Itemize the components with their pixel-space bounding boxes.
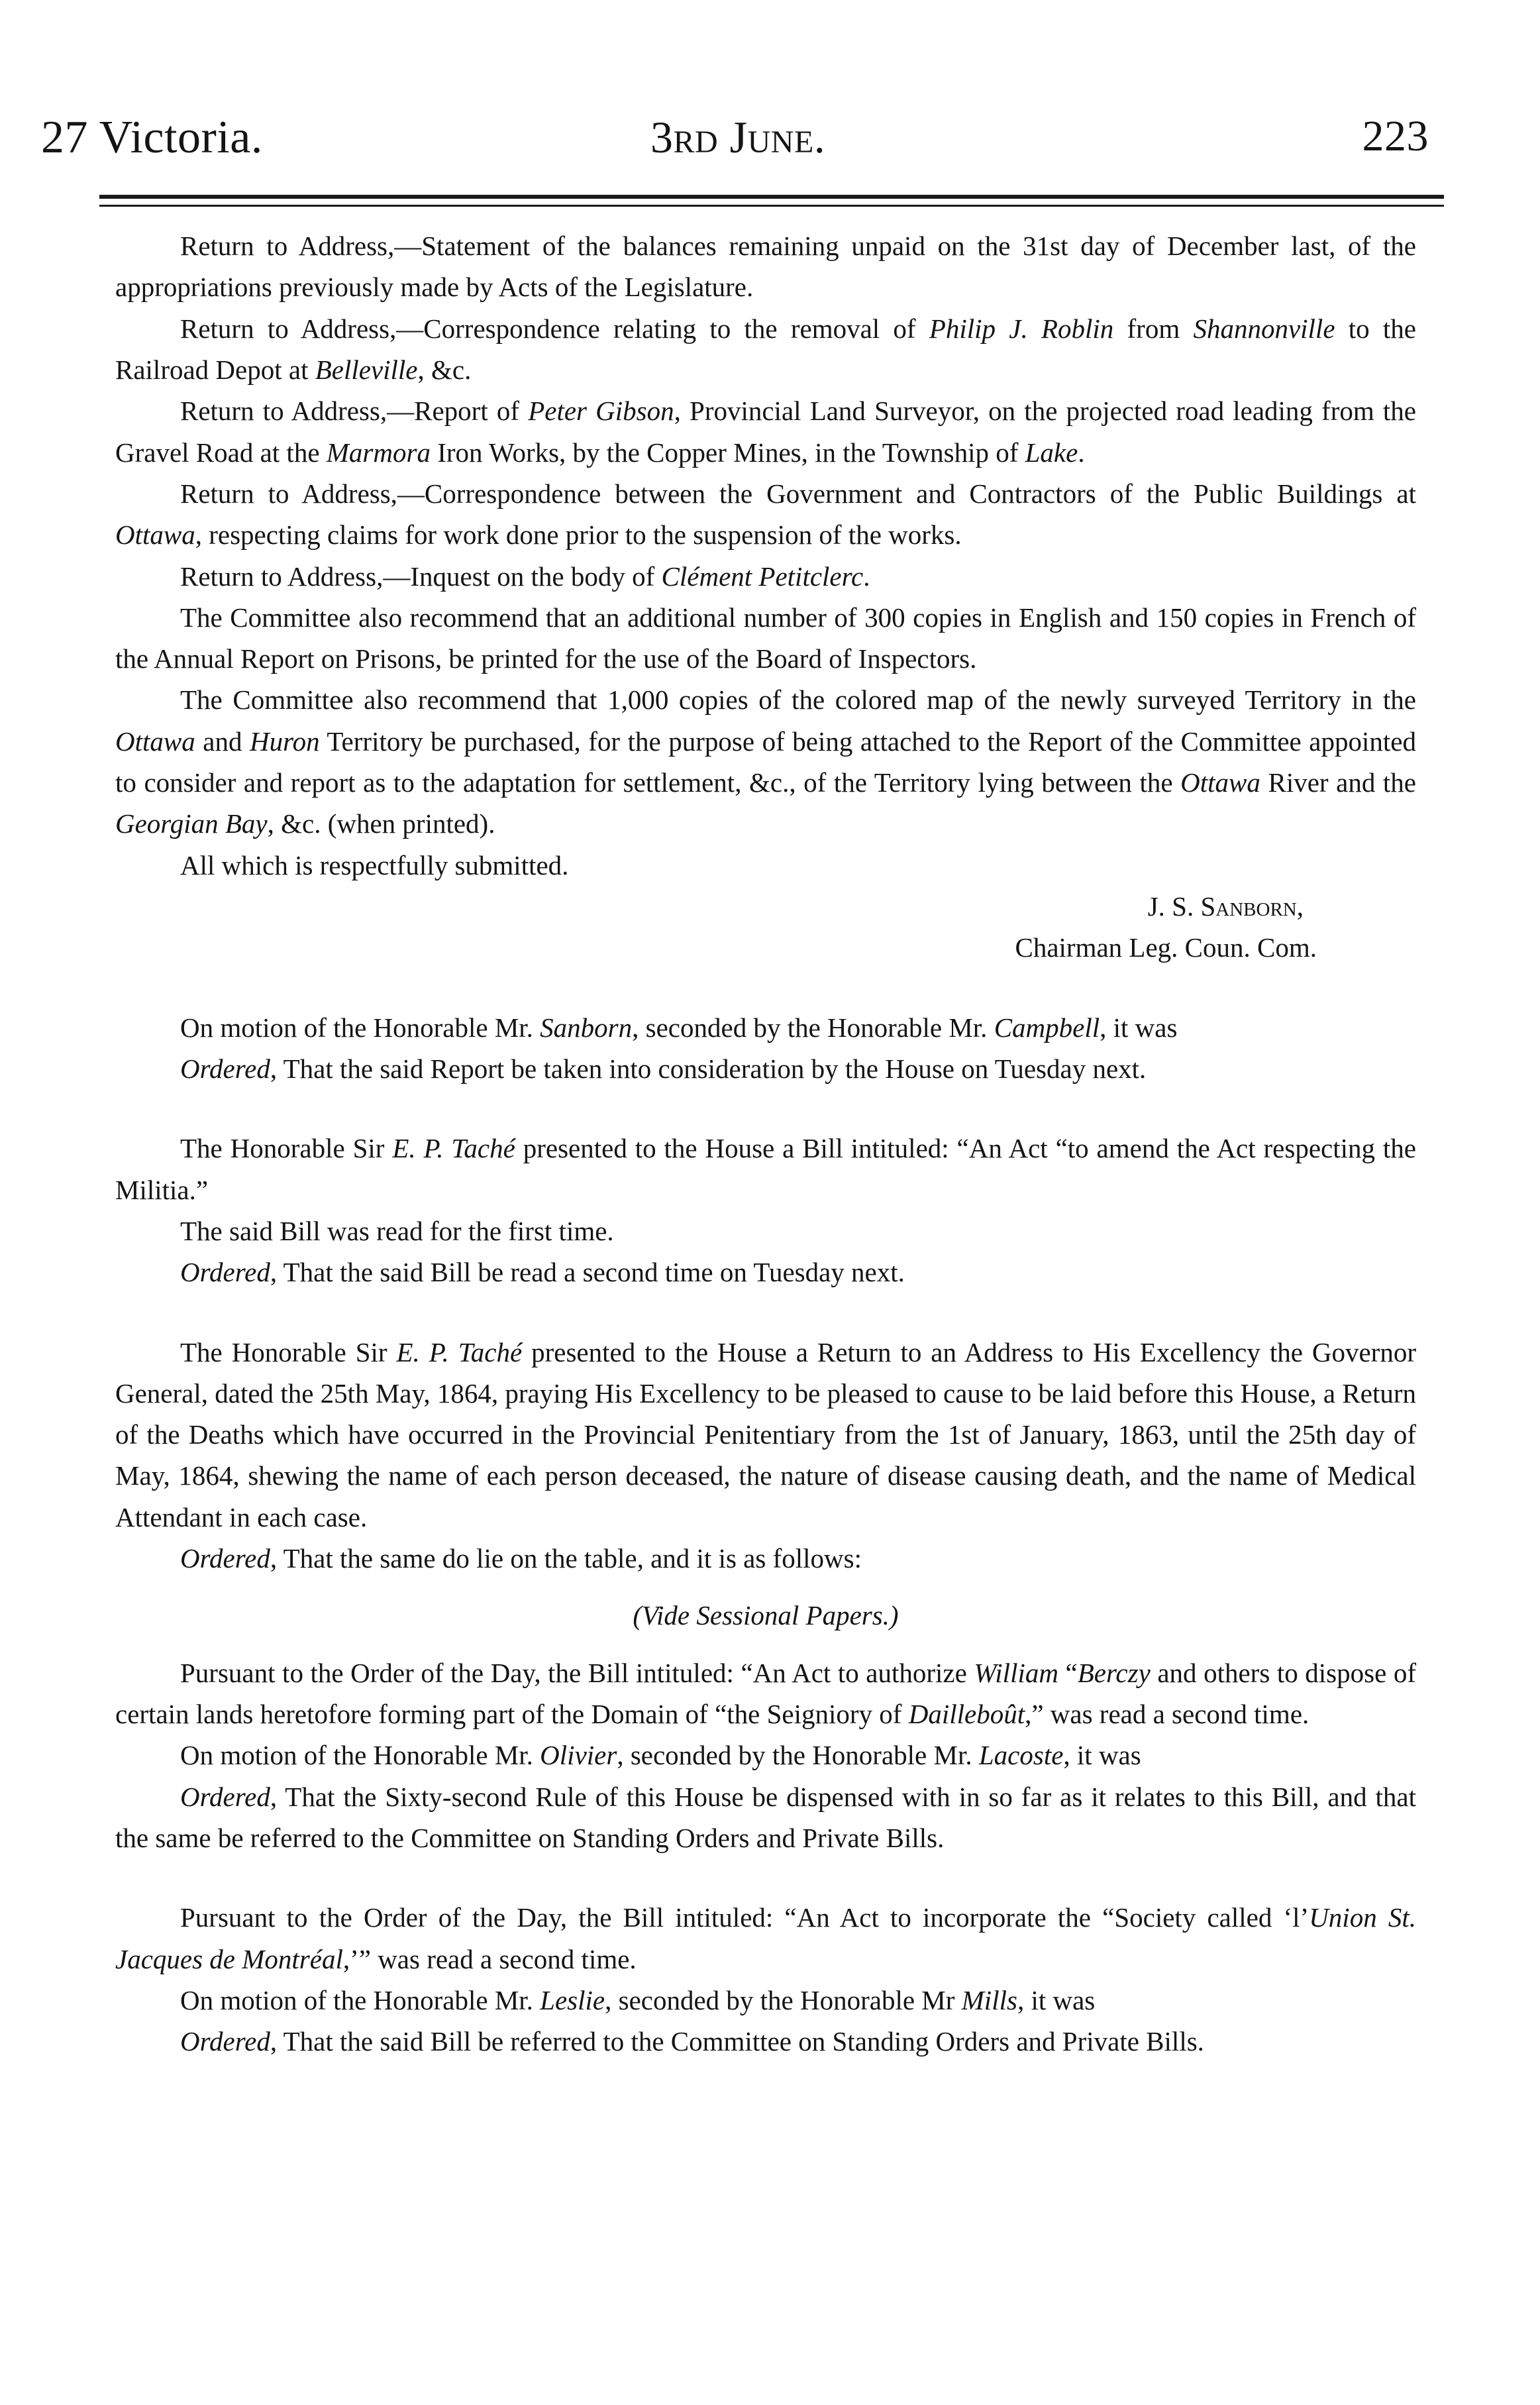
text-run: , seconded by the Honorable Mr. [632, 1012, 994, 1043]
text-run: Union St. Jacques de Montréal [115, 1902, 1416, 1974]
text-run: , it was [1063, 1740, 1141, 1771]
paragraph-tache-return [115, 1332, 1416, 1538]
paragraph-spacer [115, 1293, 1416, 1332]
text-run: Olivier [540, 1740, 617, 1771]
text-run: , it was [1100, 1012, 1178, 1043]
text-run: Ottawa [1180, 767, 1260, 798]
paragraph-spacer [115, 1636, 1416, 1652]
paragraph-motion-olivier [115, 1735, 1416, 1776]
page-number: 223 [1362, 112, 1429, 160]
text-run: . [863, 561, 870, 592]
text-run: , respecting claims for work done prior to the suspension of the works. [195, 519, 962, 551]
text-run: The Committee also recommend that 1,000 copies of the colored map of the newly surveyed Territory in the [180, 684, 1416, 716]
paragraph-ordered-rule [115, 1776, 1416, 1859]
text-run: Ordered [180, 1257, 270, 1288]
text-run: Berczy [1077, 1657, 1151, 1688]
text-run: Georgian Bay [115, 808, 268, 839]
text-run: Marmora [326, 437, 431, 468]
paragraph-ordered-committee [115, 2021, 1416, 2062]
text-run: Return to Address,—Correspondence between the Government and Contractors of the Public Buildings at [180, 478, 1416, 509]
text-run: Campbell [994, 1012, 1100, 1043]
text-run: E. P. Taché [396, 1336, 523, 1367]
paragraph-motion-leslie [115, 1980, 1416, 2021]
paragraph-order-union [115, 1897, 1416, 1980]
text-run: The Honorable Sir [180, 1133, 393, 1164]
text-run: All which is respectfully submitted. [180, 849, 569, 881]
paragraph-return-inquest [115, 556, 1416, 597]
paragraph-vide [115, 1595, 1416, 1636]
paragraph-ordered-second [115, 1252, 1416, 1293]
text-run: River and the [1260, 767, 1416, 798]
text-run: Peter Gibson [528, 396, 674, 427]
text-run: Return to Address,—Inquest on the body of [180, 561, 662, 592]
text-run: Lake [1025, 437, 1078, 468]
paragraph-return-roblin [115, 308, 1416, 391]
text-run: On motion of the Honorable Mr. [180, 1984, 540, 2015]
paragraph-order-berczy [115, 1652, 1416, 1735]
text-run: presented to the House a Return to an Address to His Excellency the Governor General, dated the 25th May, 1864, praying His Excellency to be pleased to cause to be laid before this House, a Return of the Deaths which have occurred in the Provincial Penitentiary from the 1st of January, 1863, until the 25th day of May, 1864, shewing the name of each person deceased, the nature of disease causing death, and the name of Medical Attendant in each case. [115, 1336, 1416, 1532]
paragraph-submitted [115, 845, 1416, 886]
text-run: The Honorable Sir [180, 1336, 397, 1367]
paragraph-return-gibson [115, 390, 1416, 473]
paragraph-ordered-report [115, 1048, 1416, 1089]
text-run: , seconded by the Honorable Mr [605, 1984, 962, 2015]
text-run: Philip J. Roblin [929, 313, 1114, 344]
text-run: , seconded by the Honorable Mr. [617, 1740, 979, 1771]
text-run: , That the said Bill be referred to the Committee on Standing Orders and Private Bills. [270, 2026, 1204, 2057]
text-run: J. S. Sanborn, [1147, 891, 1304, 922]
text-run: Mills [961, 1984, 1017, 2015]
text-run: Chairman Leg. Coun. Com. [1015, 932, 1317, 963]
text-run: , &c. (when printed). [267, 808, 495, 839]
text-run: “ [1058, 1657, 1078, 1688]
text-run: and others to dispose of certain lands heretofore forming part of the Domain of “the Seigniory of [115, 1657, 1417, 1729]
text-run: Ottawa [115, 725, 195, 757]
text-run: On motion of the Honorable Mr. [180, 1740, 540, 1771]
header-rule-thick [99, 195, 1444, 199]
text-run: Iron Works, by the Copper Mines, in the Township of [430, 437, 1025, 468]
paragraph-tache-militia [115, 1128, 1416, 1210]
text-run: Clément Petitclerc [661, 561, 864, 592]
text-run: Pursuant to the Order of the Day, the Bill intituled: “An Act to incorporate the “Society called ‘l’ [180, 1902, 1309, 1933]
text-run: William [974, 1657, 1058, 1688]
paragraph-sig-name [115, 886, 1304, 927]
paragraph-return-balances [115, 225, 1416, 308]
text-run: , &c. [417, 354, 472, 385]
header-rule-thin [99, 205, 1444, 207]
text-run: , That the said Report be taken into consideration by the House on Tuesday next. [270, 1053, 1147, 1084]
text-run: Dailleboût [908, 1699, 1025, 1729]
text-run: Ordered [180, 1543, 270, 1574]
text-run: Return to Address,—Correspondence relating to the removal of [180, 313, 929, 344]
paragraph-ordered-table [115, 1538, 1416, 1579]
text-run: E. P. Taché [392, 1133, 515, 1164]
text-run: The said Bill was read for the first time. [180, 1215, 614, 1246]
paragraph-committee-prisons [115, 597, 1416, 680]
paragraph-first-time [115, 1210, 1416, 1252]
running-header [41, 111, 1429, 172]
paragraph-spacer [115, 1579, 1416, 1595]
paragraph-return-ottawa [115, 473, 1416, 556]
text-run: Sanborn [540, 1012, 633, 1043]
text-run: from [1113, 313, 1194, 344]
text-run: . [1078, 437, 1085, 468]
text-run: Ordered [180, 2026, 270, 2057]
journal-body [115, 225, 1416, 2062]
text-run: and [195, 725, 250, 757]
paragraph-committee-map [115, 679, 1416, 844]
text-run: Territory be purchased, for the purpose of being attached to the Report of the Committee appointed to consider and report as to the adaptation for settlement, &c., of the Territory lying between the [115, 725, 1416, 798]
paragraph-sig-title [115, 927, 1317, 968]
paragraph-motion-sanborn [115, 1007, 1416, 1048]
text-run: On motion of the Honorable Mr. [180, 1012, 540, 1043]
text-run: Return to Address,—Report of [180, 396, 529, 427]
header-date: 3rd June. [650, 112, 826, 162]
text-run: Return to Address,—Statement of the balances remaining unpaid on the 31st day of December last, of the appropriations previously made by Acts of the Legislature. [115, 231, 1416, 303]
text-run: Leslie [540, 1984, 605, 2015]
header-session: 27 Victoria. [41, 112, 263, 163]
text-run: , it was [1017, 1984, 1096, 2015]
text-run: Ottawa [115, 519, 195, 551]
text-run: The Committee also recommend that an additional number of 300 copies in English and 150 copies in French of the Annual Report on Prisons, be printed for the use of the Board of Inspectors. [115, 602, 1416, 674]
text-run: (Vide Sessional Papers.) [633, 1600, 899, 1631]
text-run: Shannonville [1193, 313, 1335, 344]
text-run: ,” was read a second time. [1025, 1699, 1309, 1729]
text-run: Ordered [180, 1053, 270, 1084]
text-run: ,’” was read a second time. [342, 1943, 637, 1974]
paragraph-spacer [115, 969, 1416, 1007]
text-run: to the Railroad Depot at [115, 313, 1416, 385]
text-run: Huron [250, 725, 320, 757]
text-run: Pursuant to the Order of the Day, the Bill intituled: “An Act to authorize [180, 1657, 974, 1688]
paragraph-spacer [115, 1089, 1416, 1128]
text-run: , That the Sixty-second Rule of this House be dispensed with in so far as it relates to this Bill, and that the same be referred to the Committee on Standing Orders and Private Bills. [115, 1781, 1416, 1853]
text-run: Lacoste [978, 1740, 1064, 1771]
text-run: , Provincial Land Surveyor, on the projected road leading from the Gravel Road at the [115, 396, 1416, 468]
paragraph-spacer [115, 1858, 1416, 1897]
text-run: presented to the House a Bill intituled: “An Act “to amend the Act respecting the Militia.” [115, 1133, 1416, 1205]
text-run: Belleville [315, 354, 418, 385]
text-run: Ordered [180, 1781, 270, 1812]
text-run: , That the same do lie on the table, and it is as follows: [270, 1543, 862, 1574]
text-run: , That the said Bill be read a second time on Tuesday next. [270, 1257, 905, 1288]
